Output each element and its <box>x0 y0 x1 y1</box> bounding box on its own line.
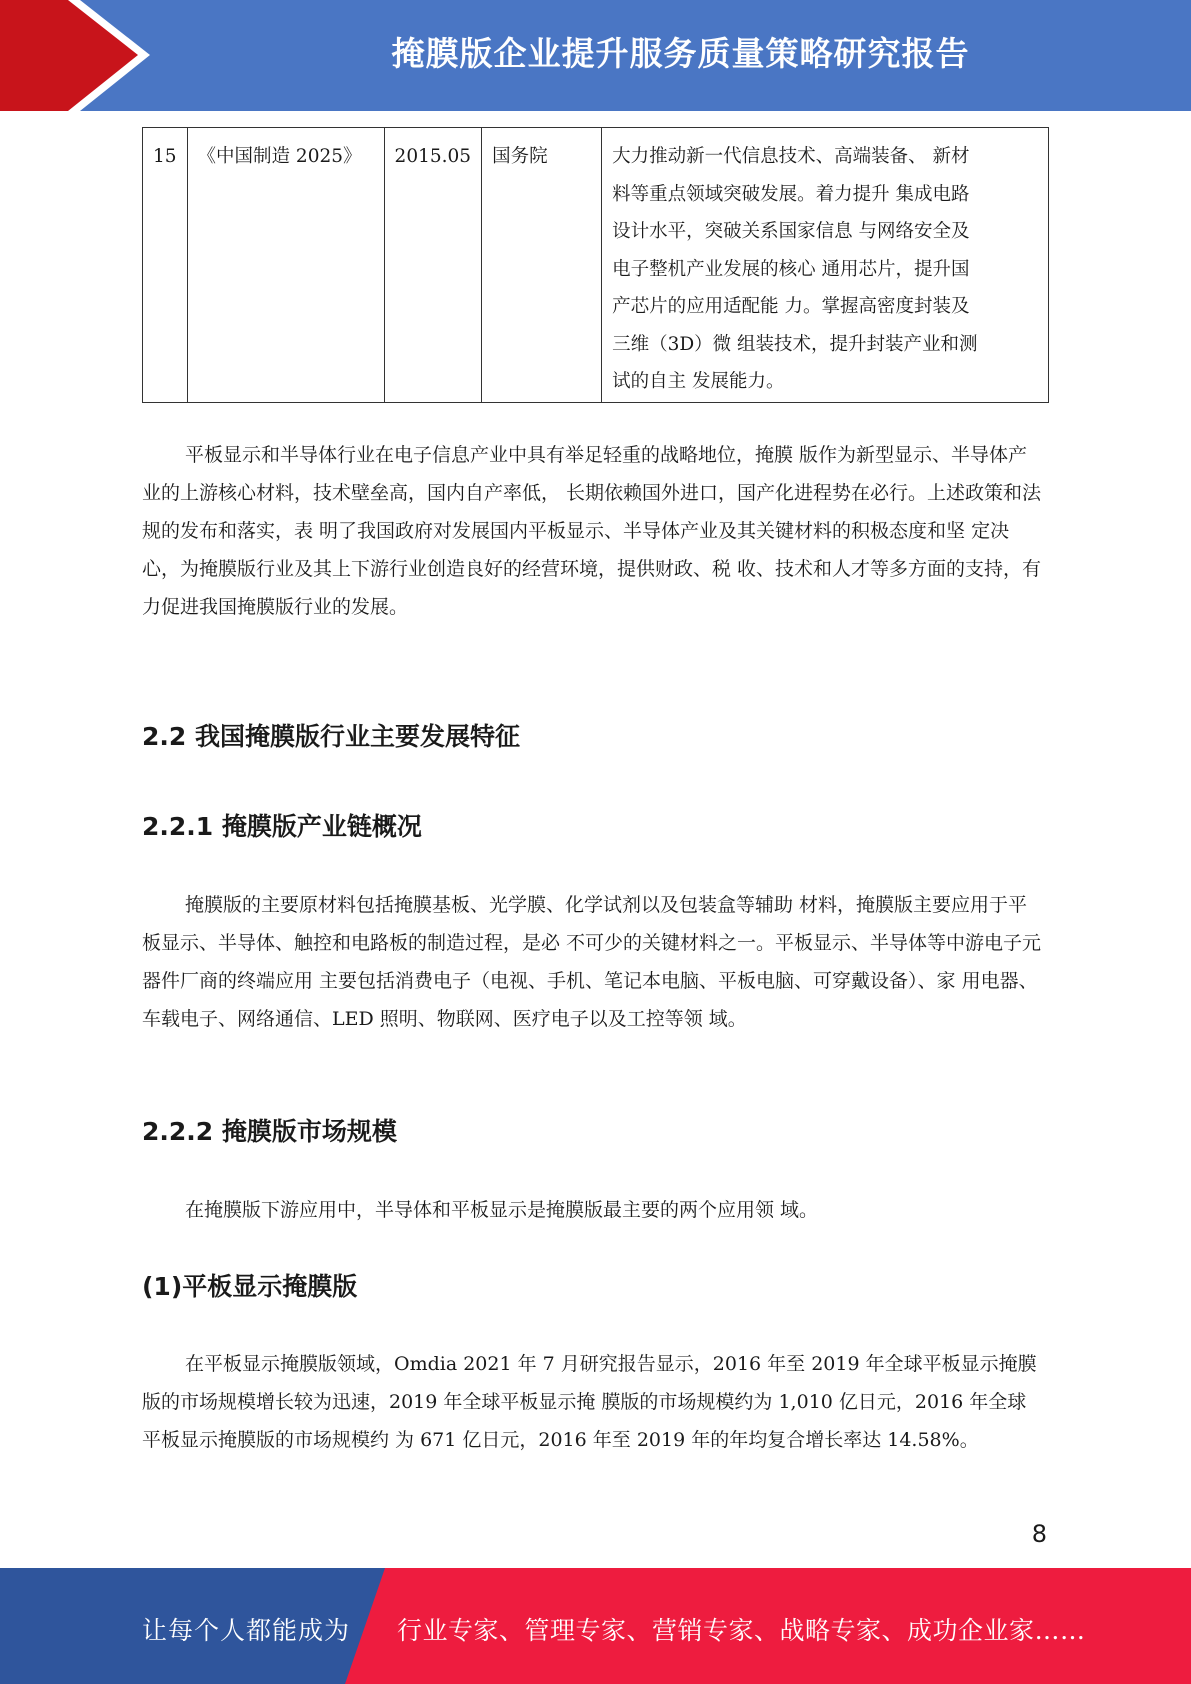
table-cell-content <box>602 128 1049 403</box>
footer-slogan-left: 让每个人都能成为 <box>142 1616 351 1645</box>
header-banner <box>0 0 1191 111</box>
content-line: 三维（3D）微 组装技术，提升封装产业和测 <box>612 333 978 355</box>
paragraph-flat-panel-market: 在平板显示掩膜版领域，Omdia 2021 年 7 月研究报告显示，2016 年至 2019 年全球平板显示掩膜版的市场规模增长较为迅速，2019 年全球平板显示掩 膜版的市场规模约为 1,010 亿日元，2016 年全球平板显示掩膜版的市场规模约 为 671 亿日元，2016 年至 2019 年的年均复合增长率达 14.58%。 <box>142 1353 1037 1451</box>
footer-banner <box>0 1568 1191 1684</box>
footer-slogan-right: 行业专家、管理专家、营销专家、战略专家、成功企业家…… <box>397 1616 1086 1645</box>
table-cell-date: 2015.05 <box>384 128 482 403</box>
table-row <box>143 128 1049 403</box>
table-cell-number: 15 <box>143 128 188 403</box>
content-line: 产芯片的应用适配能 力。掌握高密度封装及 <box>612 296 970 317</box>
content-line: 大力推动新一代信息技术、高端装备、 新材 <box>612 146 970 167</box>
report-title: 掩膜版企业提升服务质量策略研究报告 <box>391 34 970 73</box>
table-cell-issuer: 国务院 <box>482 128 602 403</box>
policy-table <box>142 127 1049 403</box>
section-heading-2-2: 2.2 我国掩膜版行业主要发展特征 <box>142 722 520 751</box>
header-red-arrow <box>0 0 140 111</box>
paragraph-policy-summary: 平板显示和半导体行业在电子信息产业中具有举足轻重的战略地位，掩膜 版作为新型显示、半导体产业的上游核心材料，技术壁垒高，国内自产率低， 长期依赖国外进口，国产化进程势在必行。上述政策和法规的发布和落实，表 明了我国政府对发展国内平板显示、半导体产业及其关键材料的积极态度和坚 定决心，为掩膜版行业及其上下游行业创造良好的经营环境，提供财政、税 收、技术和人才等多方面的支持，有力促进我国掩膜版行业的发展。 <box>142 444 1042 618</box>
content-line: 电子整机产业发展的核心 通用芯片，提升国 <box>612 258 970 280</box>
subsection-heading-flat-panel: (1)平板显示掩膜版 <box>142 1272 358 1301</box>
section-heading-2-2-1: 2.2.1 掩膜版产业链概况 <box>142 812 422 841</box>
paragraph-market-intro: 在掩膜版下游应用中，半导体和平板显示是掩膜版最主要的两个应用领 域。 <box>185 1199 819 1221</box>
table-cell-policy-name: 《中国制造 2025》 <box>187 128 384 403</box>
content-line: 料等重点领域突破发展。着力提升 集成电路 <box>612 183 970 205</box>
section-heading-2-2-2: 2.2.2 掩膜版市场规模 <box>142 1117 397 1146</box>
page-number: 8 <box>1031 1520 1047 1548</box>
paragraph-industry-chain: 掩膜版的主要原材料包括掩膜基板、光学膜、化学试剂以及包装盒等辅助 材料，掩膜版主要应用于平板显示、半导体、触控和电路板的制造过程，是必 不可少的关键材料之一。平板显示、半导体等中游电子元器件厂商的终端应用 主要包括消费电子（电视、手机、笔记本电脑、平板电脑、可穿戴设备）、家 用电器、车载电子、网络通信、LED 照明、物联网、医疗电子以及工控等领 域。 <box>142 894 1042 1030</box>
content-line: 试的自主 发展能力。 <box>612 371 785 392</box>
content-line: 设计水平，突破关系国家信息 与网络安全及 <box>612 221 970 242</box>
